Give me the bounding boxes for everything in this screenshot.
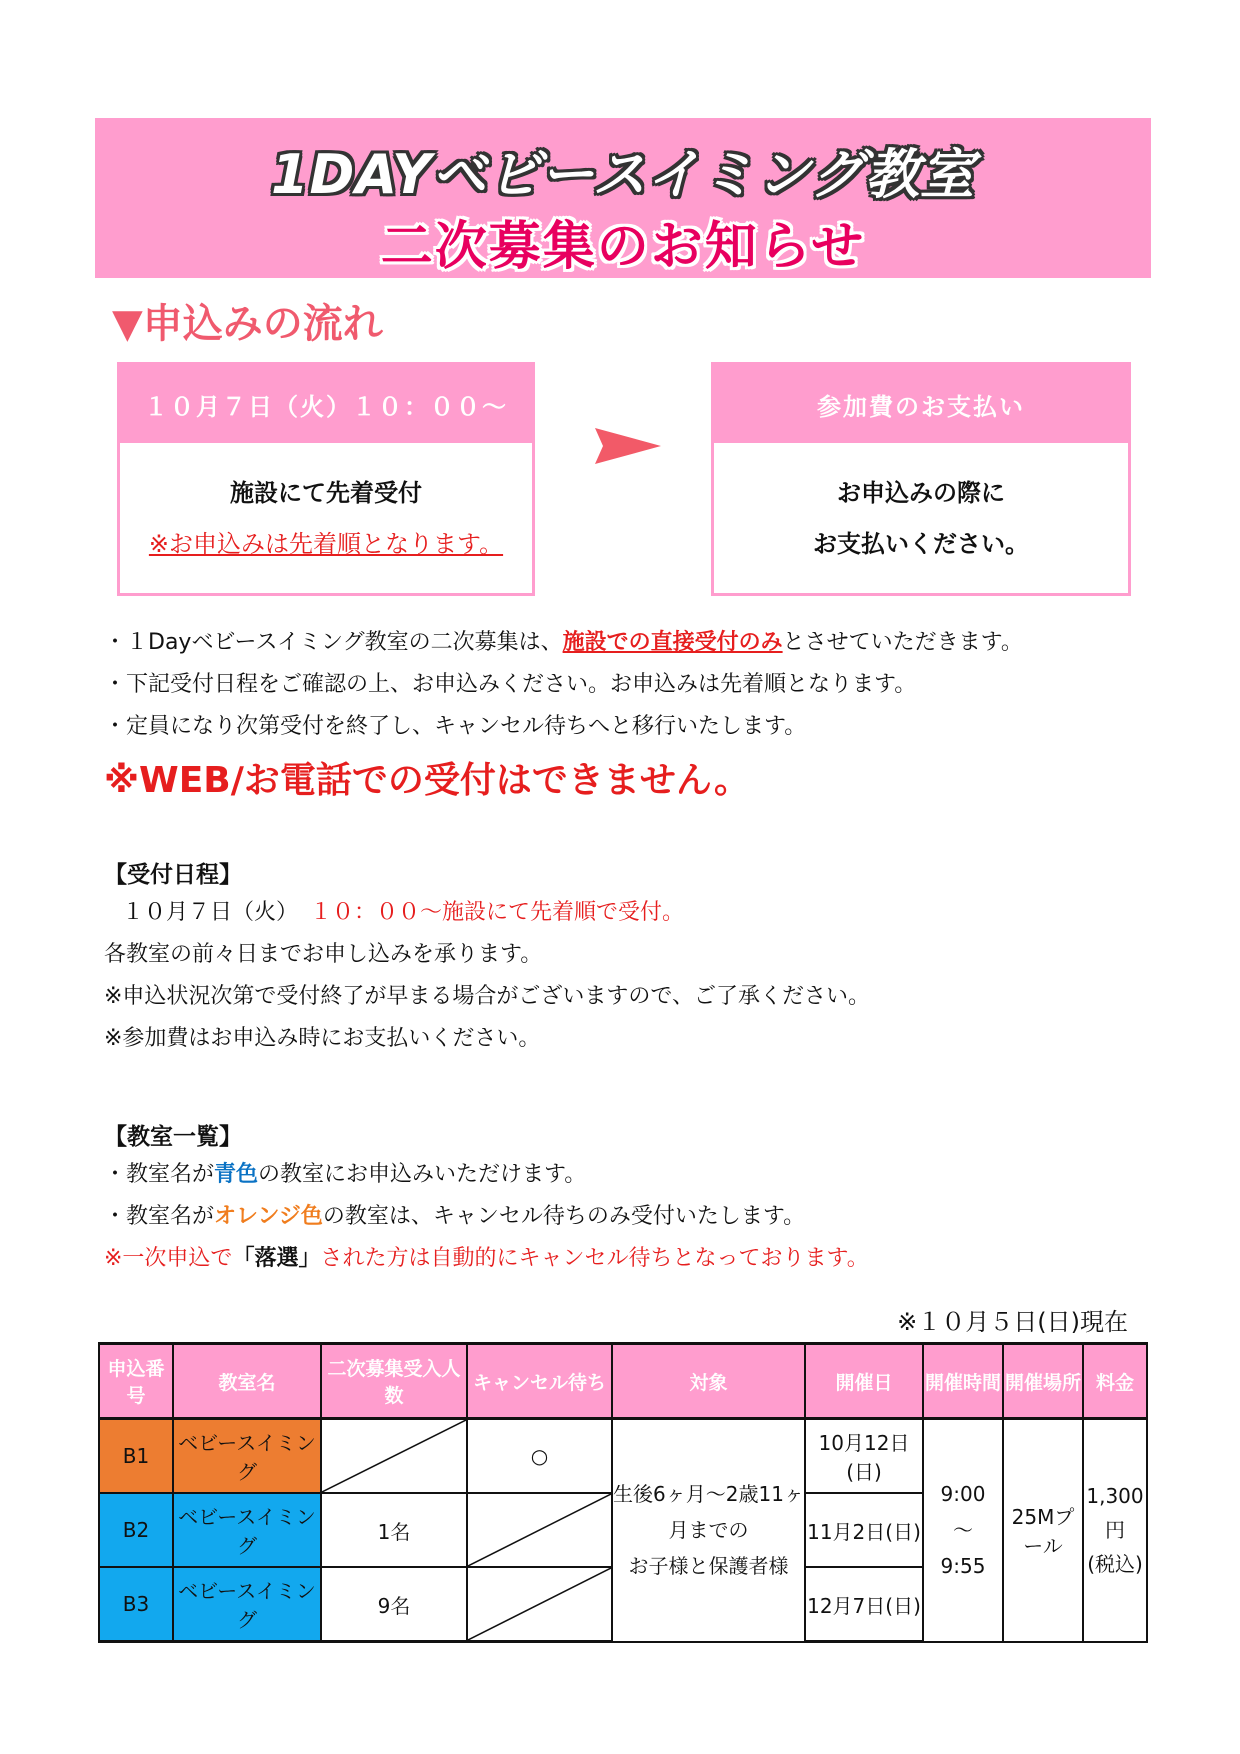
row-waitlist-none	[467, 1493, 612, 1567]
row-capacity: 9名	[321, 1567, 467, 1642]
classes-line-3-post: された方は自動的にキャンセル待ちとなっております。	[320, 1246, 869, 1271]
no-web-phone-warning: ※WEB/お電話での受付はできません。	[104, 760, 751, 801]
flow-step-reception-header: １０月７日（火）１０：００～	[120, 365, 532, 443]
flow-step-payment-line1: お申込みの際に	[837, 479, 1005, 507]
header-date: 開催日	[805, 1344, 923, 1419]
header-place: 開催場所	[1003, 1344, 1083, 1419]
flow-step-payment-header: 参加費のお支払い	[714, 365, 1128, 443]
fee-tax-note: (税込)	[1087, 1552, 1143, 1577]
place-cell: 25Mプール	[1003, 1419, 1083, 1642]
row-date: 12月7日(日)	[805, 1567, 923, 1642]
classes-line-2-pre: ・教室名が	[104, 1204, 215, 1229]
header-waitlist: キャンセル待ち	[467, 1344, 612, 1419]
schedule-line-1	[104, 892, 870, 934]
row-date: 10月12日(日)	[805, 1419, 923, 1494]
classes-line-2	[104, 1196, 869, 1238]
row-waitlist: ○	[467, 1419, 612, 1494]
header-application-number: 申込番号	[99, 1344, 173, 1419]
row-class-name: ベビースイミング	[173, 1493, 321, 1567]
time-end: 9:55	[940, 1554, 986, 1579]
header-fee: 料金	[1083, 1344, 1147, 1419]
header-capacity: 二次募集受入人数	[321, 1344, 467, 1419]
intro-bullets	[104, 622, 1023, 748]
flow-step-reception-note: ※お申込みは先着順となります。	[148, 530, 504, 558]
row-capacity-none	[321, 1419, 467, 1494]
header-class-name: 教室名	[173, 1344, 321, 1419]
row-class-name: ベビースイミング	[173, 1567, 321, 1642]
intro-bullet-1	[104, 622, 1023, 664]
classes-line-2-post: の教室は、キャンセル待ちのみ受付いたします。	[322, 1204, 806, 1229]
class-schedule-table	[98, 1342, 1148, 1643]
classes-line-1-post: の教室にお申込みいただけます。	[258, 1162, 587, 1187]
intro-bullet-2: ・下記受付日程をご確認の上、お申込みください。お申込みは先着順となります。	[104, 672, 917, 697]
page-title: 1DAYベビースイミング教室	[270, 143, 976, 206]
time-start: 9:00	[940, 1482, 986, 1507]
time-separator: ～	[953, 1518, 973, 1543]
classes-lines	[104, 1154, 869, 1280]
row-capacity: 1名	[321, 1493, 467, 1567]
page-subtitle: 二次募集のお知らせ	[380, 217, 866, 277]
target-line-2: お子様と保護者様	[628, 1554, 789, 1579]
row-id: B1	[99, 1419, 173, 1494]
intro-bullet-3: ・定員になり次第受付を終了し、キャンセル待ちへと移行いたします。	[104, 714, 807, 739]
schedule-line-3: ※申込状況次第で受付終了が早まる場合がございますので、ご了承ください。	[104, 984, 870, 1009]
schedule-title: 【受付日程】	[104, 862, 242, 888]
blue-label: 青色	[214, 1162, 259, 1187]
header-target: 対象	[612, 1344, 805, 1419]
fee-cell	[1083, 1419, 1147, 1642]
schedule-line-2: 各教室の前々日までお申し込みを承ります。	[104, 942, 543, 967]
schedule-lines	[104, 892, 870, 1060]
flow-arrow-icon	[595, 428, 661, 464]
classes-line-3-pre: ※一次申込で	[104, 1246, 233, 1271]
flow-step-reception-line1: 施設にて先着受付	[230, 479, 422, 507]
row-waitlist-none	[467, 1567, 612, 1642]
flow-step-payment-line2: お支払いください。	[813, 530, 1029, 558]
orange-label: オレンジ色	[214, 1204, 323, 1229]
schedule-line-4: ※参加費はお申込み時にお支払いください。	[104, 1026, 541, 1051]
header-time: 開催時間	[923, 1344, 1003, 1419]
as-of-date: ※１０月５日(日)現在	[897, 1308, 1128, 1336]
row-id: B2	[99, 1493, 173, 1567]
flow-heading: ▼申込みの流れ	[112, 301, 383, 347]
target-line-1: 生後6ヶ月～2歳11ヶ月までの	[613, 1482, 804, 1543]
time-cell	[923, 1419, 1003, 1642]
classes-line-1-pre: ・教室名が	[104, 1162, 215, 1187]
title-banner	[95, 118, 1151, 278]
flow-step-payment	[711, 362, 1131, 596]
row-class-name: ベビースイミング	[173, 1419, 321, 1494]
intro-bullet-1-pre: ・１Dayベビースイミング教室の二次募集は、	[104, 630, 563, 655]
classes-title: 【教室一覧】	[104, 1124, 242, 1150]
table-row	[99, 1419, 1147, 1494]
schedule-date: １０月７日（火）	[122, 900, 299, 925]
intro-bullet-1-emphasis: 施設での直接受付のみ	[562, 630, 783, 655]
row-date: 11月2日(日)	[805, 1493, 923, 1567]
schedule-time: １０：００～施設にて先着順で受付。	[310, 900, 685, 925]
intro-bullet-1-post: とさせていただきます。	[782, 630, 1023, 655]
rejected-label: 「落選」	[232, 1246, 321, 1271]
fee-amount: 1,300円	[1086, 1484, 1144, 1543]
table-header-row	[99, 1344, 1147, 1419]
classes-line-1	[104, 1154, 869, 1196]
flow-step-reception	[117, 362, 535, 596]
target-cell	[612, 1419, 805, 1642]
classes-line-3	[104, 1238, 869, 1280]
row-id: B3	[99, 1567, 173, 1642]
